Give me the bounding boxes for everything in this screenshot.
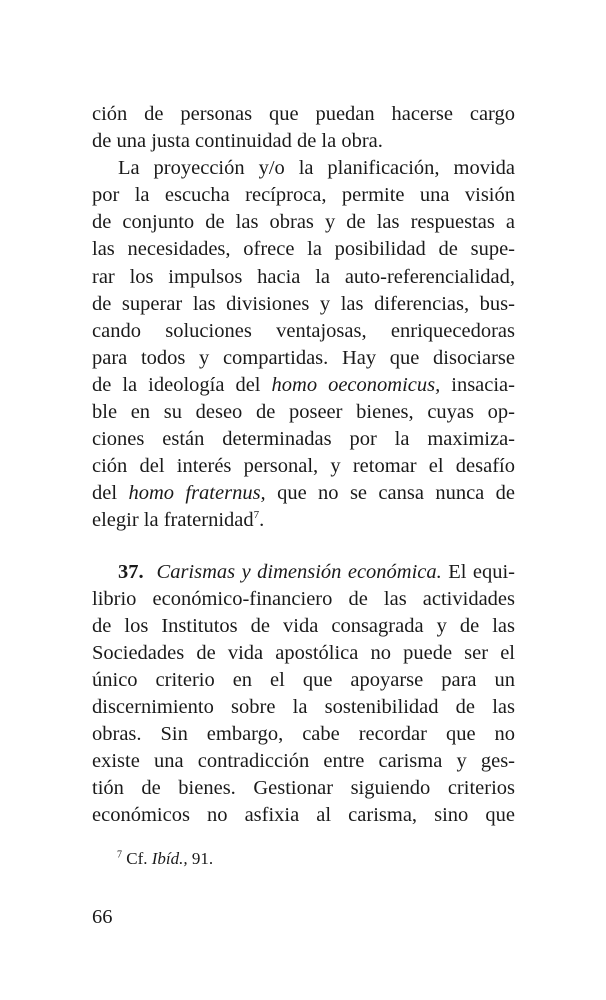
text-run: elegir la fraternidad xyxy=(92,509,254,532)
text-line: único criterio en el que apoyarse para un xyxy=(92,668,515,691)
text-line: ble en su deseo de poseer bienes, cuyas op- xyxy=(92,401,515,424)
text-run: insacia- xyxy=(440,373,515,396)
footnote-reference-italic: Ibíd., xyxy=(151,849,188,868)
italic-term: homo fraternus, xyxy=(128,482,266,505)
text-run: . xyxy=(259,509,265,532)
text-line xyxy=(92,480,515,507)
footnote-number: 7 xyxy=(117,849,122,861)
text-line: de conjunto de las obras y de las respuestas a xyxy=(92,211,515,234)
text-line: de una justa continuidad de la obra. xyxy=(92,130,383,153)
text-line xyxy=(92,372,515,399)
text-line: obras. Sin embargo, cabe recordar que no xyxy=(92,723,515,746)
text-line: para todos y compartidas. Hay que disociarse xyxy=(92,346,515,369)
section-title: Carismas y dimensión económica. xyxy=(156,560,442,583)
paragraph-start-line: La proyección y/o la planificación, movida xyxy=(118,157,515,180)
text-line: discernimiento sobre la sostenibilidad de las xyxy=(92,695,515,718)
text-line: las necesidades, ofrece la posibilidad de supe- xyxy=(92,238,515,261)
section-heading-line xyxy=(92,559,515,586)
page-number: 66 xyxy=(92,906,113,928)
section-number: 37. xyxy=(118,560,144,583)
paragraph-gap xyxy=(92,535,515,559)
footnote-page: 91. xyxy=(187,849,214,868)
text-line: cando soluciones ventajosas, enriquecedoras xyxy=(92,319,515,342)
footnote xyxy=(117,848,213,870)
text-line: económicos no asfixia al carisma, sino que xyxy=(92,804,515,827)
italic-term: homo oeconomicus, xyxy=(271,373,441,396)
text-run: de la ideología del xyxy=(92,373,272,396)
text-line: rar los impulsos hacia la auto-referencialidad, xyxy=(92,265,515,288)
text-line: de superar las divisiones y las diferencias, bus- xyxy=(92,292,515,315)
footnote-text: Cf. xyxy=(122,849,152,868)
text-line: ciones están determinadas por la maximiza- xyxy=(92,428,515,451)
text-line: por la escucha recíproca, permite una visión xyxy=(92,184,515,207)
body-text xyxy=(92,101,515,829)
text-line xyxy=(92,507,515,534)
text-line: de los Institutos de vida consagrada y de las xyxy=(92,614,515,637)
text-run: El equi- xyxy=(441,560,516,583)
text-line: ción de personas que puedan hacerse cargo xyxy=(92,103,515,125)
text-run: que no se cansa nunca de xyxy=(265,482,516,505)
text-line: ción del interés personal, y retomar el desafío xyxy=(92,455,515,478)
footnote-reference: 7 xyxy=(253,509,260,522)
text-line: existe una contradicción entre carisma y ges- xyxy=(92,750,515,773)
text-line: Sociedades de vida apostólica no puede ser el xyxy=(92,641,515,664)
text-run: del xyxy=(92,482,129,505)
text-line: tión de bienes. Gestionar siguiendo criterios xyxy=(92,777,515,800)
text-line: librio económico-financiero de las actividades xyxy=(92,587,515,610)
